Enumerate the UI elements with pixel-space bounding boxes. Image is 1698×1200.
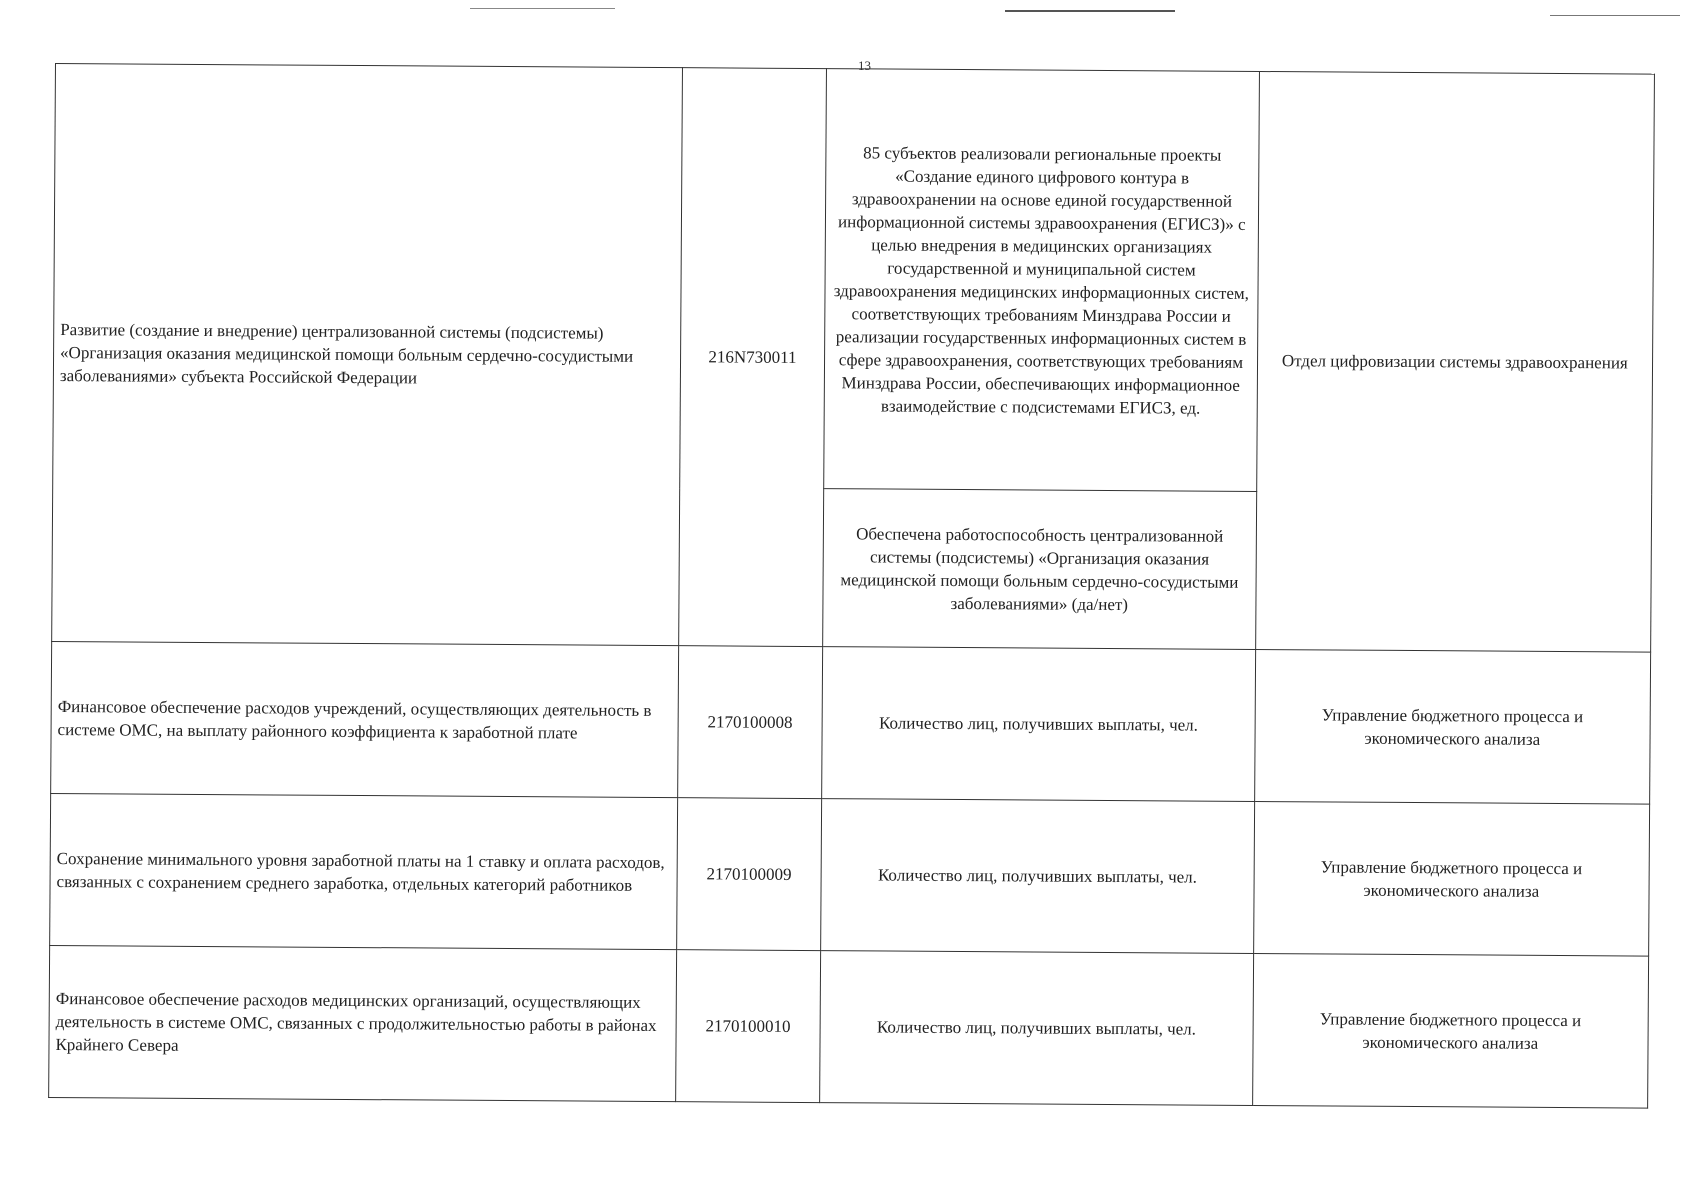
row-4-responsible: Управление бюджетного процесса и экономического анализа <box>1252 953 1648 1108</box>
row-1-indicator-1: 85 субъектов реализовали региональные проекты «Создание единого цифрового контура в здравоохранении на основе единой государственной информационной системы здравоохранения (ЕГИСЗ)» с целью внедрения в медицинских организациях государственной и муниципальной систем здравоохранения медицинских информационных систем, соответствующих требованиям Минздрава России и реализации государственных информационных систем в сфере здравоохранения, соответствующих требованиям Минздрава России, обеспечивающих информационное взаимодействие с подсистемами ЕГИСЗ, ед. <box>824 69 1259 492</box>
page-number: 13 <box>858 58 871 73</box>
row-3-responsible: Управление бюджетного процесса и экономического анализа <box>1253 801 1649 956</box>
row-2-indicator: Количество лиц, получивших выплаты, чел. <box>822 647 1255 802</box>
scan-artifact-left <box>470 8 615 9</box>
row-3-code: 2170100009 <box>676 798 821 951</box>
row-4-name: Финансовое обеспечение расходов медицинских организаций, осуществляющих деятельность в системе ОМС, связанных с продолжительностью работы в районах Крайнего Севера <box>49 945 677 1101</box>
row-3-name: Сохранение минимального уровня заработной платы на 1 ставку и оплата расходов, связанных с сохранением среднего заработка, отдельных категорий работников <box>50 793 678 949</box>
row-2-code: 2170100008 <box>677 646 822 799</box>
scan-artifact-right <box>1550 15 1680 16</box>
row-1-indicator-2: Обеспечена работоспособность централизованной системы (подсистемы) «Организация оказания медицинской помощи больным сердечно-сосудистыми заболеваниями» (да/нет) <box>823 489 1256 650</box>
row-2-responsible: Управление бюджетного процесса и экономического анализа <box>1254 649 1650 804</box>
row-4-indicator: Количество лиц, получивших выплаты, чел. <box>820 951 1253 1106</box>
row-1-code: 216N730011 <box>678 68 826 647</box>
table-row <box>49 945 1649 1108</box>
table-row <box>53 64 1655 495</box>
row-1-responsible: Отдел цифровизации системы здравоохранения <box>1255 71 1654 652</box>
row-3-indicator: Количество лиц, получивших выплаты, чел. <box>821 799 1254 954</box>
scan-artifact-center <box>1005 10 1175 12</box>
table-row <box>50 793 1650 956</box>
table-row <box>51 641 1651 804</box>
row-2-name: Финансовое обеспечение расходов учреждений, осуществляющих деятельность в системе ОМС, на выплату районного коэффициента к заработной плате <box>51 641 679 797</box>
program-table <box>48 63 1655 1109</box>
row-4-code: 2170100010 <box>675 950 820 1103</box>
row-1-name: Развитие (создание и внедрение) централизованной системы (подсистемы) «Организация оказания медицинской помощи больным сердечно-сосудистыми заболеваниями» субъекта Российской Федерации <box>52 64 682 646</box>
